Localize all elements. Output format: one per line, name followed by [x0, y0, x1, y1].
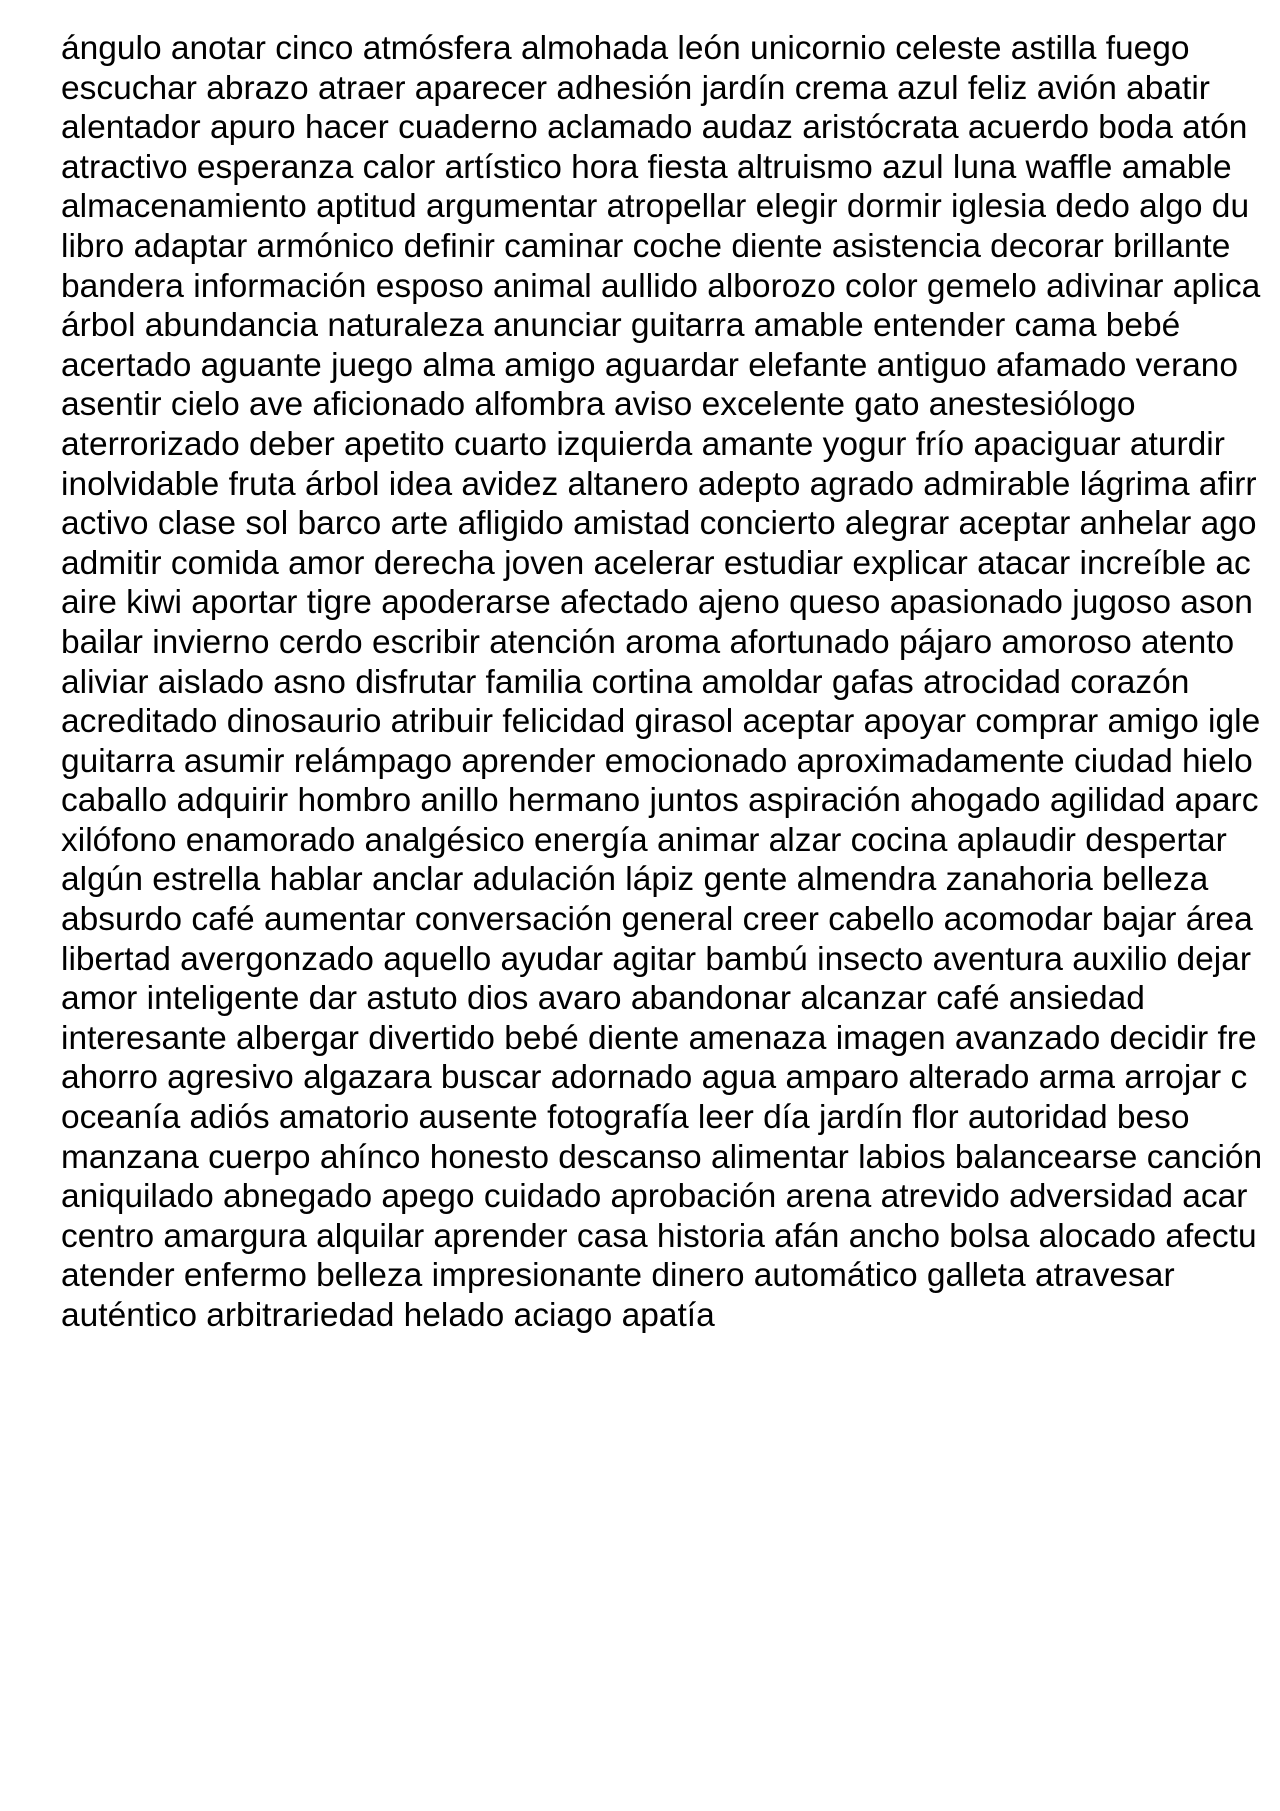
text-line: alentador apuro hacer cuaderno aclamado audaz aristócrata acuerdo boda atón — [61, 109, 1248, 147]
text-line: atractivo esperanza calor artístico hora fiesta altruismo azul luna waffle amable — [61, 148, 1232, 186]
text-line: almacenamiento aptitud argumentar atropellar elegir dormir iglesia dedo algo du — [61, 188, 1250, 226]
text-line: bailar invierno cerdo escribir atención aroma afortunado pájaro amoroso atento — [61, 623, 1235, 661]
text-line: bandera información esposo animal aullido alborozo color gemelo adivinar aplica — [61, 267, 1261, 305]
text-line: ahorro agresivo algazara buscar adornado agua amparo alterado arma arrojar c — [61, 1059, 1248, 1097]
text-line: aniquilado abnegado apego cuidado aprobación arena atrevido adversidad acar — [61, 1178, 1248, 1216]
text-line: guitarra asumir relámpago aprender emocionado aproximadamente ciudad hielo — [61, 742, 1253, 780]
text-line: inolvidable fruta árbol idea avidez altanero adepto agrado admirable lágrima afirr — [61, 465, 1257, 503]
text-line: interesante albergar divertido bebé diente amenaza imagen avanzado decidir fre — [61, 1019, 1257, 1057]
text-line: manzana cuerpo ahínco honesto descanso alimentar labios balancearse canción — [61, 1138, 1263, 1176]
text-line: absurdo café aumentar conversación general creer cabello acomodar bajar área — [61, 901, 1253, 939]
text-line: admitir comida amor derecha joven acelerar estudiar explicar atacar increíble ac — [61, 544, 1251, 582]
text-line: caballo adquirir hombro anillo hermano juntos aspiración ahogado agilidad aparc — [61, 782, 1259, 820]
text-line: libro adaptar armónico definir caminar coche diente asistencia decorar brillante — [61, 227, 1231, 265]
text-line: xilófono enamorado analgésico energía animar alzar cocina aplaudir despertar — [61, 821, 1227, 859]
text-line: auténtico arbitrariedad helado aciago apatía — [61, 1297, 715, 1334]
text-line: amor inteligente dar astuto dios avaro abandonar alcanzar café ansiedad — [61, 980, 1145, 1018]
text-line: escuchar abrazo atraer aparecer adhesión jardín crema azul feliz avión abatir — [61, 69, 1210, 107]
text-line: aterrorizado deber apetito cuarto izquierda amante yogur frío apaciguar aturdir — [61, 425, 1225, 463]
text-line: acreditado dinosaurio atribuir felicidad girasol aceptar apoyar comprar amigo igle — [61, 703, 1261, 741]
text-line: árbol abundancia naturaleza anunciar guitarra amable entender cama bebé — [61, 307, 1181, 345]
text-line: aire kiwi aportar tigre apoderarse afectado ajeno queso apasionado jugoso ason — [61, 584, 1253, 622]
text-line: atender enfermo belleza impresionante dinero automático galleta atravesar — [61, 1257, 1175, 1295]
text-line: ángulo anotar cinco atmósfera almohada león unicornio celeste astilla fuego — [61, 30, 1190, 67]
text-line: acertado aguante juego alma amigo aguardar elefante antiguo afamado verano — [61, 346, 1239, 384]
text-line: centro amargura alquilar aprender casa historia afán ancho bolsa alocado afectu — [61, 1217, 1257, 1255]
text-line: oceanía adiós amatorio ausente fotografía leer día jardín flor autoridad beso — [61, 1099, 1190, 1137]
text-line: libertad avergonzado aquello ayudar agitar bambú insecto aventura auxilio dejar — [61, 940, 1252, 978]
text-line: activo clase sol barco arte afligido amistad concierto alegrar aceptar anhelar ago — [61, 505, 1257, 543]
text-line: algún estrella hablar anclar adulación lápiz gente almendra zanahoria belleza — [61, 861, 1209, 899]
text-line: asentir cielo ave aficionado alfombra aviso excelente gato anestesiólogo — [61, 386, 1136, 424]
text-block — [61, 29, 1280, 1336]
text-line: aliviar aislado asno disfrutar familia cortina amoldar gafas atrocidad corazón — [61, 663, 1190, 701]
